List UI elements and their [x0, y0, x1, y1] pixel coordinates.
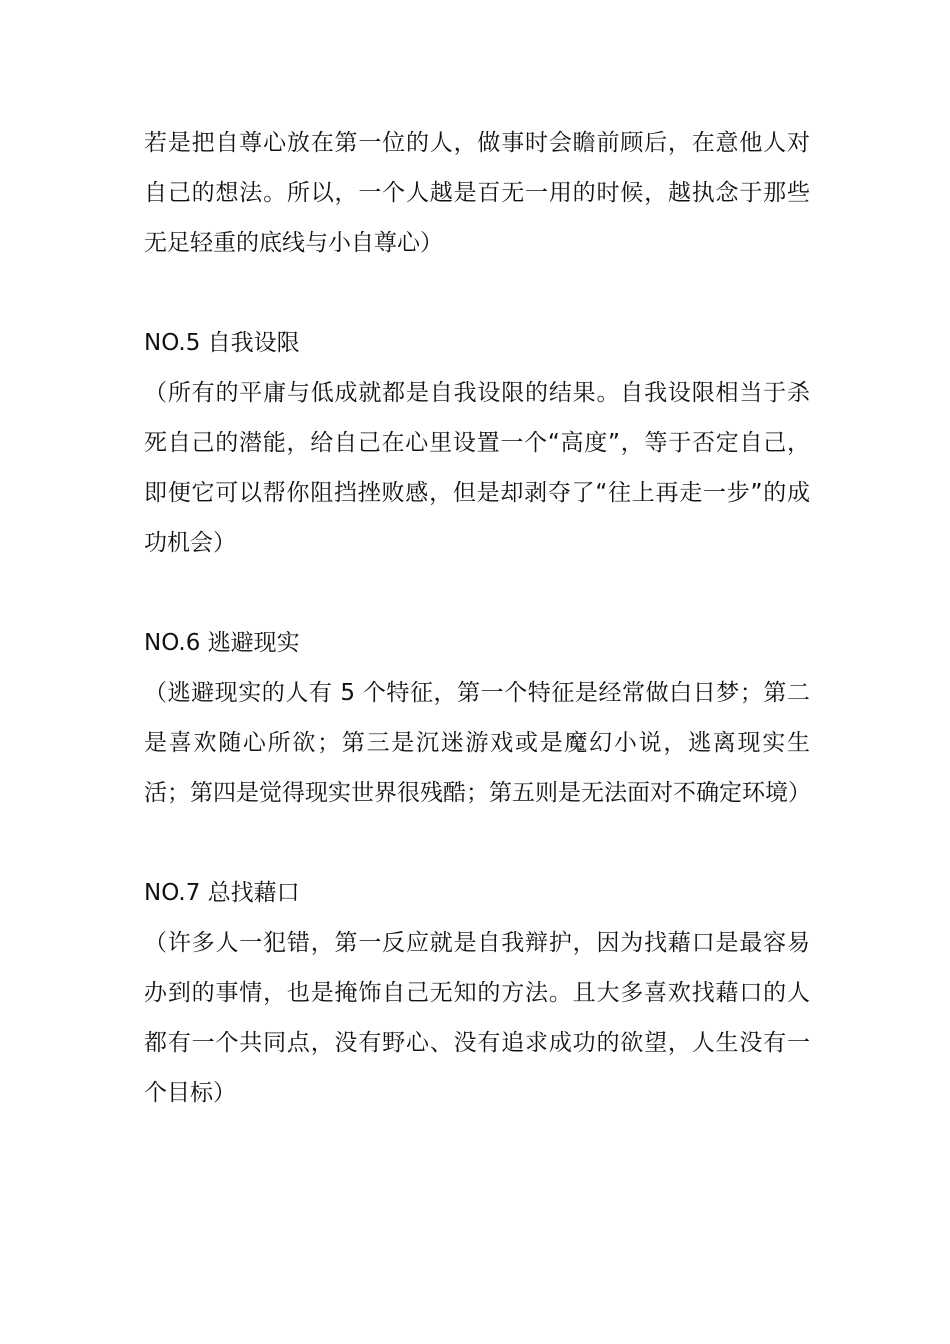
paragraph-spacer	[144, 268, 810, 318]
section-heading-no7: NO.7 总找藉口	[144, 880, 300, 906]
section-heading-no6: NO.6 逃避现实	[144, 630, 300, 656]
section-body-no7: （许多人一犯错，第一反应就是自我辩护，因为找藉口是最容易办到的事情，也是掩饰自己无知的方法。且大多喜欢找藉口的人都有一个共同点，没有野心、没有追求成功的欲望，人生没有一个目标）	[144, 930, 810, 1106]
paragraph-spacer	[144, 568, 810, 618]
intro-paragraph: 若是把自尊心放在第一位的人，做事时会瞻前顾后，在意他人对自己的想法。所以，一个人越是百无一用的时候，越执念于那些无足轻重的底线与小自尊心）	[144, 130, 810, 256]
section-body-no6: （逃避现实的人有 5 个特征，第一个特征是经常做白日梦；第二是喜欢随心所欲；第三是沉迷游戏或是魔幻小说，逃离现实生活；第四是觉得现实世界很残酷；第五则是无法面对不确定环境）	[144, 680, 811, 806]
paragraph-spacer	[144, 818, 810, 868]
section-body-no5: （所有的平庸与低成就都是自我设限的结果。自我设限相当于杀死自己的潜能，给自己在心里设置一个“高度”，等于否定自己，即便它可以帮你阻挡挫败感，但是却剥夺了“往上再走一步”的成功机会）	[144, 380, 810, 556]
document-content	[144, 118, 810, 1118]
section-heading-no5: NO.5 自我设限	[144, 330, 300, 356]
